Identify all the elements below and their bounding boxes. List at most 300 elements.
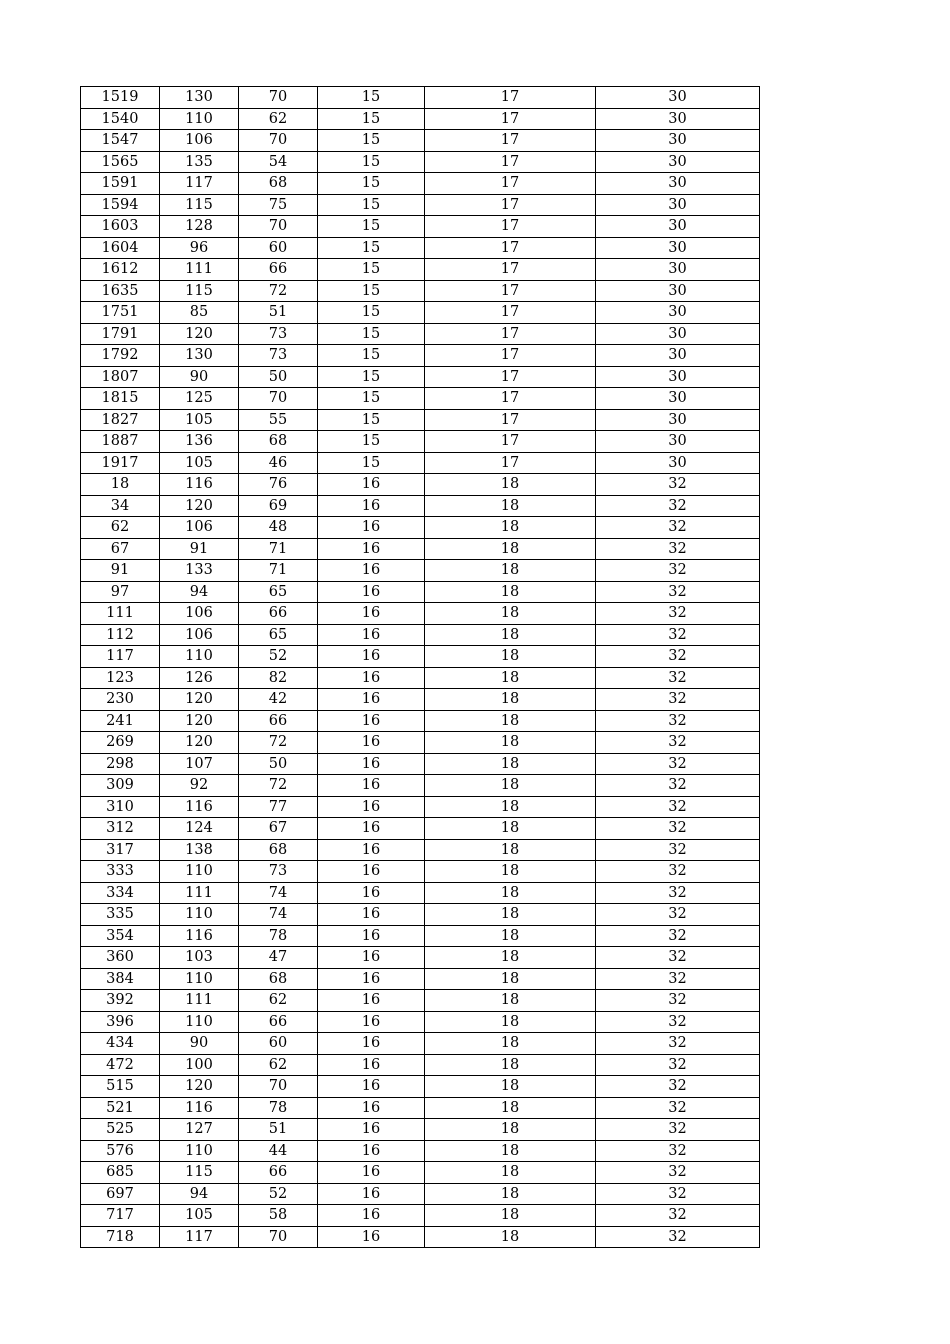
- table-row: [81, 925, 760, 947]
- table-cell: 18: [425, 775, 596, 797]
- table-cell: 717: [81, 1205, 160, 1227]
- table-cell: 32: [596, 1033, 760, 1055]
- table-cell: 18: [425, 1183, 596, 1205]
- table-cell: 32: [596, 947, 760, 969]
- table-row: [81, 474, 760, 496]
- table-cell: 16: [318, 1140, 425, 1162]
- table-cell: 16: [318, 839, 425, 861]
- table-cell: 17: [425, 237, 596, 259]
- table-row: [81, 302, 760, 324]
- table-cell: 515: [81, 1076, 160, 1098]
- table-cell: 30: [596, 259, 760, 281]
- table-cell: 30: [596, 151, 760, 173]
- table-row: [81, 151, 760, 173]
- table-cell: 32: [596, 1226, 760, 1248]
- table-cell: 32: [596, 1140, 760, 1162]
- table-cell: 32: [596, 1183, 760, 1205]
- table-cell: 68: [239, 968, 318, 990]
- table-cell: 1815: [81, 388, 160, 410]
- table-cell: 17: [425, 388, 596, 410]
- table-cell: 17: [425, 87, 596, 109]
- table-cell: 62: [239, 990, 318, 1012]
- table-cell: 1807: [81, 366, 160, 388]
- table-cell: 18: [425, 667, 596, 689]
- table-cell: 32: [596, 1097, 760, 1119]
- table-row: [81, 388, 760, 410]
- table-cell: 44: [239, 1140, 318, 1162]
- table-cell: 42: [239, 689, 318, 711]
- table-row: [81, 775, 760, 797]
- table-cell: 18: [425, 495, 596, 517]
- table-cell: 30: [596, 452, 760, 474]
- table-cell: 15: [318, 237, 425, 259]
- table-cell: 18: [425, 689, 596, 711]
- table-cell: 73: [239, 323, 318, 345]
- table-cell: 15: [318, 194, 425, 216]
- table-cell: 17: [425, 130, 596, 152]
- table-cell: 298: [81, 753, 160, 775]
- table-cell: 65: [239, 581, 318, 603]
- table-cell: 112: [81, 624, 160, 646]
- table-row: [81, 216, 760, 238]
- table-cell: 120: [160, 710, 239, 732]
- table-cell: 1591: [81, 173, 160, 195]
- table-cell: 90: [160, 366, 239, 388]
- table-cell: 18: [425, 1054, 596, 1076]
- table-cell: 18: [425, 839, 596, 861]
- table-cell: 32: [596, 732, 760, 754]
- table-cell: 685: [81, 1162, 160, 1184]
- table-cell: 16: [318, 624, 425, 646]
- table-cell: 32: [596, 560, 760, 582]
- table-cell: 472: [81, 1054, 160, 1076]
- table-cell: 16: [318, 1183, 425, 1205]
- table-cell: 115: [160, 280, 239, 302]
- table-cell: 69: [239, 495, 318, 517]
- table-cell: 55: [239, 409, 318, 431]
- table-row: [81, 624, 760, 646]
- table-row: [81, 1226, 760, 1248]
- table-cell: 32: [596, 1162, 760, 1184]
- table-row: [81, 753, 760, 775]
- table-cell: 15: [318, 108, 425, 130]
- table-row: [81, 495, 760, 517]
- table-cell: 16: [318, 796, 425, 818]
- table-cell: 65: [239, 624, 318, 646]
- table-cell: 17: [425, 302, 596, 324]
- table-cell: 17: [425, 409, 596, 431]
- table-cell: 32: [596, 581, 760, 603]
- table-cell: 106: [160, 517, 239, 539]
- table-cell: 32: [596, 538, 760, 560]
- table-cell: 30: [596, 130, 760, 152]
- table-cell: 74: [239, 904, 318, 926]
- table-cell: 62: [239, 108, 318, 130]
- table-cell: 32: [596, 689, 760, 711]
- table-cell: 58: [239, 1205, 318, 1227]
- table-cell: 1540: [81, 108, 160, 130]
- table-cell: 1612: [81, 259, 160, 281]
- table-row: [81, 1097, 760, 1119]
- table-cell: 16: [318, 1119, 425, 1141]
- table-cell: 17: [425, 431, 596, 453]
- table-cell: 521: [81, 1097, 160, 1119]
- table-cell: 434: [81, 1033, 160, 1055]
- table-cell: 48: [239, 517, 318, 539]
- table-row: [81, 796, 760, 818]
- table-cell: 17: [425, 173, 596, 195]
- table-cell: 17: [425, 452, 596, 474]
- table-cell: 30: [596, 216, 760, 238]
- table-cell: 16: [318, 1226, 425, 1248]
- table-cell: 15: [318, 345, 425, 367]
- table-cell: 15: [318, 87, 425, 109]
- table-cell: 18: [425, 818, 596, 840]
- table-cell: 18: [425, 925, 596, 947]
- table-cell: 15: [318, 302, 425, 324]
- table-cell: 718: [81, 1226, 160, 1248]
- table-cell: 32: [596, 603, 760, 625]
- table-cell: 18: [425, 517, 596, 539]
- table-cell: 46: [239, 452, 318, 474]
- table-cell: 18: [425, 624, 596, 646]
- table-cell: 32: [596, 861, 760, 883]
- table-cell: 30: [596, 345, 760, 367]
- table-cell: 110: [160, 646, 239, 668]
- table-row: [81, 1054, 760, 1076]
- table-cell: 32: [596, 1205, 760, 1227]
- table-cell: 18: [425, 947, 596, 969]
- table-cell: 15: [318, 280, 425, 302]
- table-cell: 138: [160, 839, 239, 861]
- table-cell: 1917: [81, 452, 160, 474]
- table-cell: 52: [239, 646, 318, 668]
- table-cell: 16: [318, 1076, 425, 1098]
- table-cell: 392: [81, 990, 160, 1012]
- table-cell: 1604: [81, 237, 160, 259]
- table-row: [81, 1076, 760, 1098]
- table-cell: 32: [596, 775, 760, 797]
- table-cell: 32: [596, 646, 760, 668]
- table-cell: 16: [318, 925, 425, 947]
- table-cell: 312: [81, 818, 160, 840]
- table-cell: 120: [160, 323, 239, 345]
- table-cell: 66: [239, 603, 318, 625]
- table-cell: 18: [425, 710, 596, 732]
- table-cell: 230: [81, 689, 160, 711]
- table-cell: 70: [239, 216, 318, 238]
- table-cell: 32: [596, 517, 760, 539]
- table-cell: 70: [239, 87, 318, 109]
- table-cell: 15: [318, 409, 425, 431]
- table-cell: 32: [596, 904, 760, 926]
- table-cell: 18: [425, 538, 596, 560]
- table-cell: 16: [318, 603, 425, 625]
- table-cell: 17: [425, 323, 596, 345]
- table-row: [81, 839, 760, 861]
- table-cell: 94: [160, 1183, 239, 1205]
- table-cell: 78: [239, 925, 318, 947]
- table-cell: 697: [81, 1183, 160, 1205]
- table-cell: 1751: [81, 302, 160, 324]
- table-cell: 32: [596, 882, 760, 904]
- table-cell: 30: [596, 194, 760, 216]
- table-cell: 110: [160, 968, 239, 990]
- table-cell: 71: [239, 560, 318, 582]
- table-row: [81, 173, 760, 195]
- table-cell: 18: [425, 474, 596, 496]
- table-cell: 16: [318, 1011, 425, 1033]
- table-cell: 269: [81, 732, 160, 754]
- table-cell: 70: [239, 1226, 318, 1248]
- table-row: [81, 603, 760, 625]
- table-cell: 17: [425, 216, 596, 238]
- table-cell: 30: [596, 237, 760, 259]
- table-row: [81, 732, 760, 754]
- table-cell: 123: [81, 667, 160, 689]
- table-cell: 32: [596, 1076, 760, 1098]
- table-cell: 91: [160, 538, 239, 560]
- table-row: [81, 259, 760, 281]
- table-cell: 16: [318, 775, 425, 797]
- table-cell: 18: [425, 990, 596, 1012]
- table-cell: 16: [318, 710, 425, 732]
- table-cell: 1519: [81, 87, 160, 109]
- table-cell: 17: [425, 345, 596, 367]
- table-cell: 16: [318, 689, 425, 711]
- table-cell: 100: [160, 1054, 239, 1076]
- table-cell: 1594: [81, 194, 160, 216]
- table-cell: 16: [318, 1205, 425, 1227]
- table-cell: 126: [160, 667, 239, 689]
- table-cell: 68: [239, 431, 318, 453]
- table-cell: 32: [596, 925, 760, 947]
- table-cell: 16: [318, 495, 425, 517]
- table-cell: 15: [318, 259, 425, 281]
- table-cell: 360: [81, 947, 160, 969]
- table-cell: 16: [318, 474, 425, 496]
- data-table-body: [81, 87, 760, 1248]
- table-cell: 130: [160, 345, 239, 367]
- table-cell: 90: [160, 1033, 239, 1055]
- table-cell: 116: [160, 1097, 239, 1119]
- table-cell: 60: [239, 237, 318, 259]
- table-cell: 30: [596, 388, 760, 410]
- table-cell: 16: [318, 968, 425, 990]
- table-cell: 17: [425, 280, 596, 302]
- table-cell: 120: [160, 495, 239, 517]
- table-cell: 110: [160, 1011, 239, 1033]
- table-cell: 50: [239, 366, 318, 388]
- table-cell: 120: [160, 732, 239, 754]
- table-cell: 309: [81, 775, 160, 797]
- table-cell: 576: [81, 1140, 160, 1162]
- table-row: [81, 452, 760, 474]
- table-row: [81, 560, 760, 582]
- table-cell: 317: [81, 839, 160, 861]
- table-cell: 16: [318, 581, 425, 603]
- table-cell: 16: [318, 904, 425, 926]
- table-cell: 105: [160, 1205, 239, 1227]
- table-cell: 34: [81, 495, 160, 517]
- table-cell: 15: [318, 173, 425, 195]
- table-row: [81, 1183, 760, 1205]
- table-cell: 32: [596, 990, 760, 1012]
- table-row: [81, 130, 760, 152]
- table-cell: 106: [160, 603, 239, 625]
- table-cell: 1603: [81, 216, 160, 238]
- table-cell: 1827: [81, 409, 160, 431]
- table-row: [81, 237, 760, 259]
- table-cell: 16: [318, 990, 425, 1012]
- table-cell: 110: [160, 1140, 239, 1162]
- table-cell: 72: [239, 732, 318, 754]
- table-cell: 30: [596, 409, 760, 431]
- table-cell: 30: [596, 366, 760, 388]
- table-cell: 18: [425, 1011, 596, 1033]
- table-cell: 384: [81, 968, 160, 990]
- table-cell: 51: [239, 302, 318, 324]
- table-cell: 32: [596, 710, 760, 732]
- table-cell: 16: [318, 1033, 425, 1055]
- table-cell: 54: [239, 151, 318, 173]
- table-cell: 1791: [81, 323, 160, 345]
- table-row: [81, 538, 760, 560]
- table-cell: 111: [160, 882, 239, 904]
- table-row: [81, 323, 760, 345]
- table-cell: 17: [425, 259, 596, 281]
- table-cell: 1547: [81, 130, 160, 152]
- table-cell: 16: [318, 517, 425, 539]
- table-cell: 32: [596, 818, 760, 840]
- table-row: [81, 581, 760, 603]
- table-cell: 73: [239, 861, 318, 883]
- table-cell: 106: [160, 624, 239, 646]
- table-row: [81, 1140, 760, 1162]
- table-cell: 115: [160, 1162, 239, 1184]
- table-cell: 18: [425, 882, 596, 904]
- table-row: [81, 904, 760, 926]
- table-cell: 30: [596, 323, 760, 345]
- table-cell: 18: [425, 1097, 596, 1119]
- table-cell: 1887: [81, 431, 160, 453]
- table-cell: 17: [425, 366, 596, 388]
- table-cell: 18: [425, 603, 596, 625]
- table-cell: 241: [81, 710, 160, 732]
- table-cell: 18: [425, 861, 596, 883]
- table-row: [81, 1033, 760, 1055]
- table-cell: 18: [425, 1162, 596, 1184]
- table-cell: 18: [425, 968, 596, 990]
- table-cell: 127: [160, 1119, 239, 1141]
- table-cell: 96: [160, 237, 239, 259]
- table-cell: 334: [81, 882, 160, 904]
- table-cell: 30: [596, 108, 760, 130]
- table-row: [81, 280, 760, 302]
- table-cell: 30: [596, 302, 760, 324]
- table-cell: 15: [318, 216, 425, 238]
- table-cell: 1792: [81, 345, 160, 367]
- table-cell: 111: [160, 259, 239, 281]
- table-cell: 16: [318, 646, 425, 668]
- table-cell: 32: [596, 495, 760, 517]
- table-cell: 16: [318, 818, 425, 840]
- table-row: [81, 108, 760, 130]
- data-table: [80, 86, 760, 1248]
- table-row: [81, 861, 760, 883]
- table-cell: 30: [596, 431, 760, 453]
- table-cell: 30: [596, 280, 760, 302]
- table-cell: 77: [239, 796, 318, 818]
- table-cell: 66: [239, 710, 318, 732]
- table-row: [81, 667, 760, 689]
- table-cell: 120: [160, 689, 239, 711]
- table-cell: 117: [160, 173, 239, 195]
- table-row: [81, 431, 760, 453]
- table-cell: 92: [160, 775, 239, 797]
- table-cell: 107: [160, 753, 239, 775]
- table-cell: 117: [160, 1226, 239, 1248]
- table-cell: 15: [318, 151, 425, 173]
- table-cell: 32: [596, 753, 760, 775]
- table-cell: 18: [425, 732, 596, 754]
- table-cell: 106: [160, 130, 239, 152]
- table-cell: 111: [160, 990, 239, 1012]
- table-cell: 310: [81, 796, 160, 818]
- table-cell: 52: [239, 1183, 318, 1205]
- table-cell: 110: [160, 904, 239, 926]
- table-cell: 16: [318, 667, 425, 689]
- table-cell: 116: [160, 796, 239, 818]
- table-row: [81, 409, 760, 431]
- table-cell: 16: [318, 560, 425, 582]
- table-row: [81, 345, 760, 367]
- table-cell: 68: [239, 173, 318, 195]
- table-cell: 136: [160, 431, 239, 453]
- table-cell: 32: [596, 1054, 760, 1076]
- table-cell: 1565: [81, 151, 160, 173]
- table-cell: 128: [160, 216, 239, 238]
- table-cell: 16: [318, 732, 425, 754]
- table-cell: 17: [425, 108, 596, 130]
- table-cell: 16: [318, 1054, 425, 1076]
- table-cell: 16: [318, 861, 425, 883]
- table-cell: 16: [318, 1097, 425, 1119]
- table-cell: 525: [81, 1119, 160, 1141]
- table-cell: 15: [318, 452, 425, 474]
- table-cell: 72: [239, 280, 318, 302]
- table-row: [81, 194, 760, 216]
- table-cell: 71: [239, 538, 318, 560]
- table-cell: 66: [239, 259, 318, 281]
- table-cell: 68: [239, 839, 318, 861]
- table-cell: 16: [318, 947, 425, 969]
- table-cell: 62: [239, 1054, 318, 1076]
- table-cell: 15: [318, 388, 425, 410]
- table-cell: 97: [81, 581, 160, 603]
- table-cell: 18: [425, 796, 596, 818]
- table-cell: 30: [596, 87, 760, 109]
- table-cell: 16: [318, 538, 425, 560]
- table-cell: 67: [81, 538, 160, 560]
- table-cell: 18: [425, 1205, 596, 1227]
- table-cell: 30: [596, 173, 760, 195]
- table-cell: 116: [160, 925, 239, 947]
- table-cell: 60: [239, 1033, 318, 1055]
- table-cell: 105: [160, 452, 239, 474]
- table-cell: 32: [596, 1011, 760, 1033]
- table-row: [81, 1205, 760, 1227]
